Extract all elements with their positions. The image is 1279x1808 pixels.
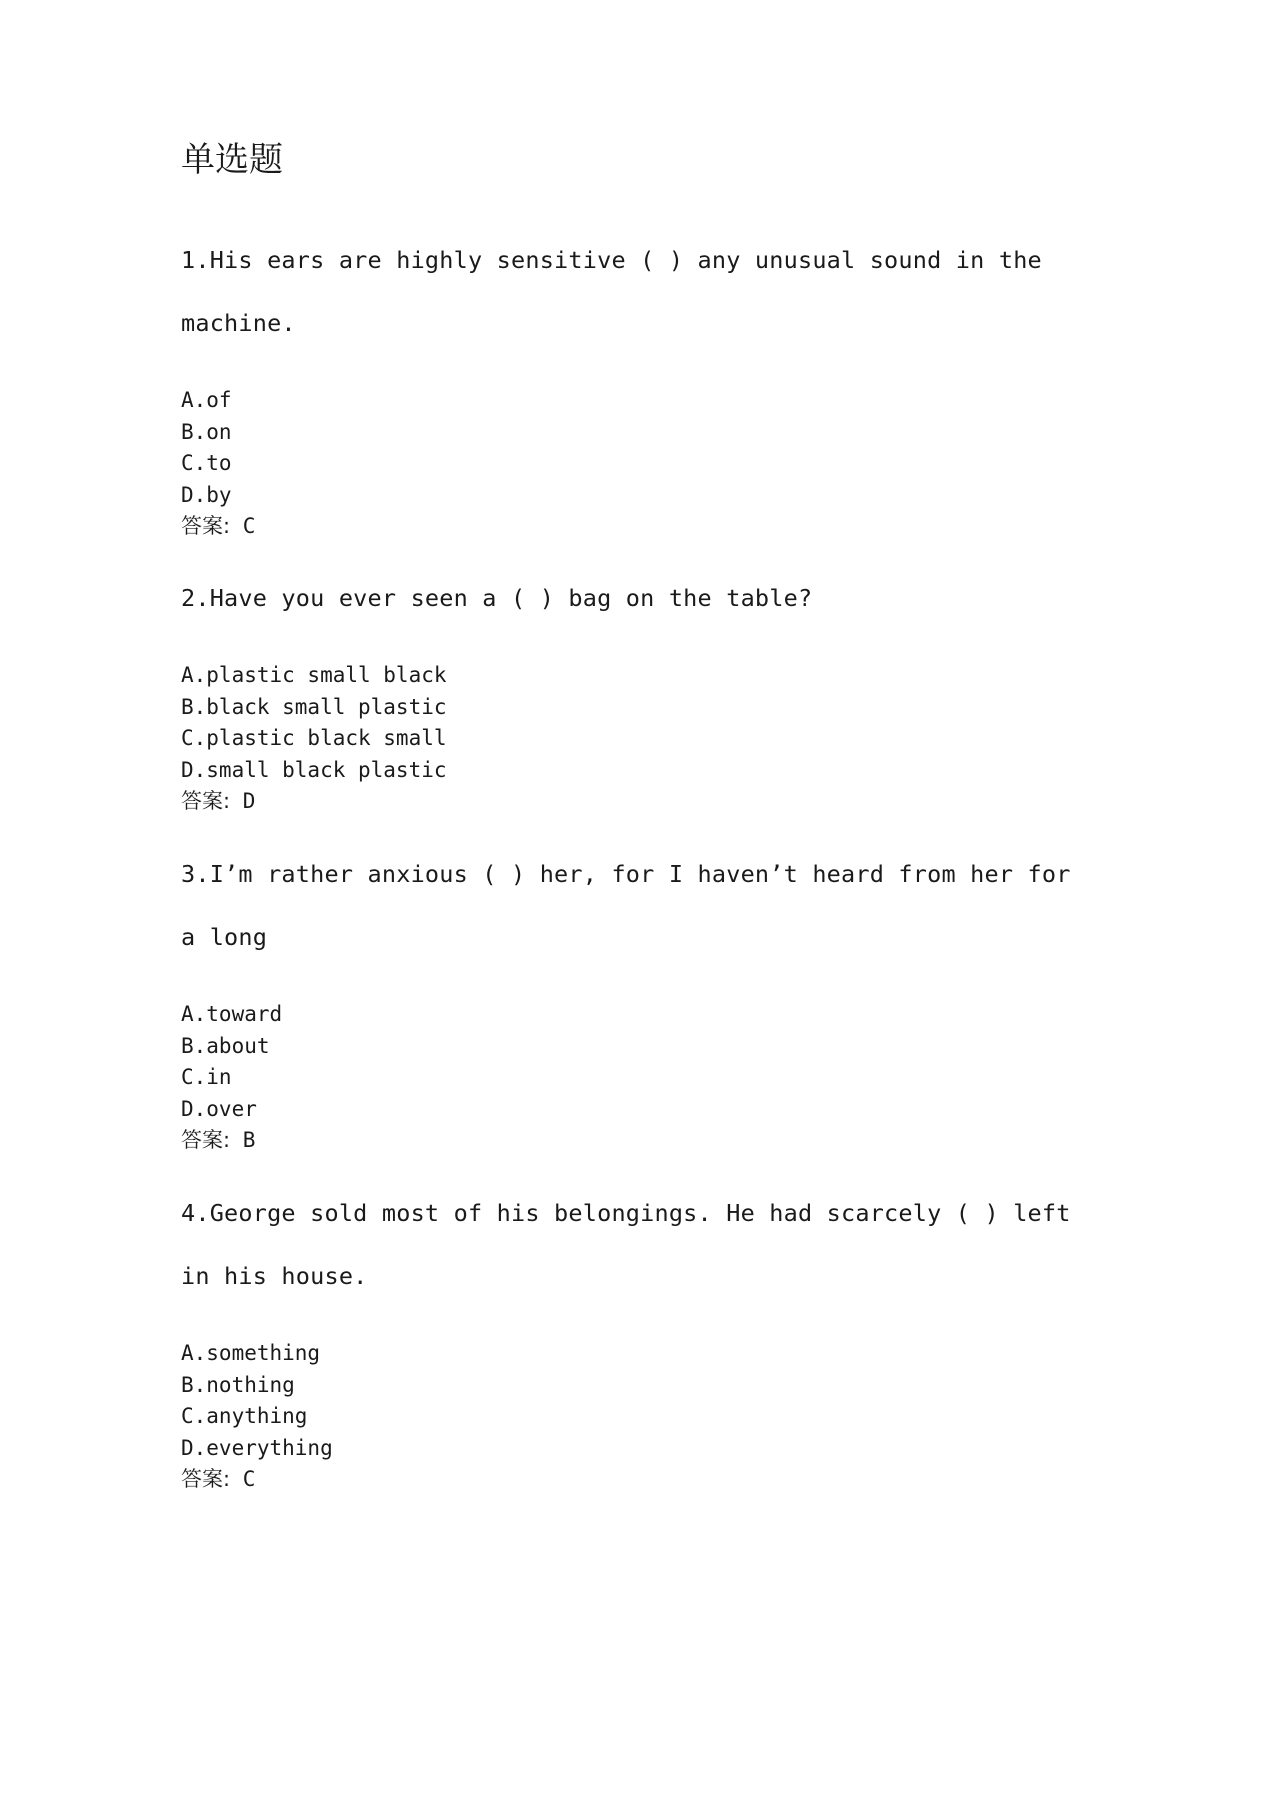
options-list [181,999,1081,1157]
answer-value: C [242,514,256,538]
option-c: C.to [181,451,232,475]
question-stem-line: 1.His ears are highly sensitive ( ) any unusual sound in the [181,246,1042,274]
option-d: D.small black plastic [181,757,447,782]
question-stem-line: 2.Have you ever seen a ( ) bag on the table? [181,584,813,612]
question-stem-line: 3.I’m rather anxious ( ) her, for I haven’t heard from her for [181,860,1071,888]
answer-line [181,1464,1081,1496]
section-title: 单选题 [181,140,283,180]
option-a: A.something [181,1341,321,1365]
answer-line [181,786,1081,818]
question-3 [181,860,1081,1157]
answer-value: B [242,1128,256,1152]
option-b: B.nothing [181,1372,295,1397]
option-d: D.everything [181,1435,333,1460]
answer-label: 答案: [181,789,231,813]
question-stem-line: 4.George sold most of his belongings. He had scarcely ( ) left [181,1199,1071,1227]
option-c: C.plastic black small [181,726,447,750]
question-stem-line: a long [181,923,268,951]
option-d: D.over [181,1096,257,1121]
answer-label: 答案: [181,1467,231,1491]
answer-label: 答案: [181,514,231,538]
options-list [181,660,1081,818]
options-list [181,385,1081,543]
question-stem-line: in his house. [181,1262,368,1290]
question-4 [181,1199,1081,1496]
question-1 [181,246,1081,543]
option-a: A.plastic small black [181,663,447,687]
option-b: B.on [181,419,232,444]
option-c: C.anything [181,1404,308,1428]
answer-value: C [242,1467,256,1491]
question-stem-line: machine. [181,309,296,337]
option-a: A.toward [181,1002,283,1026]
answer-line [181,1125,1081,1157]
answer-label: 答案: [181,1128,231,1152]
option-b: B.about [181,1033,270,1058]
option-d: D.by [181,482,232,507]
question-2 [181,584,1081,818]
option-a: A.of [181,388,232,412]
options-list [181,1338,1081,1496]
option-c: C.in [181,1065,232,1089]
answer-value: D [242,789,256,813]
option-b: B.black small plastic [181,694,447,719]
answer-line [181,511,1081,543]
